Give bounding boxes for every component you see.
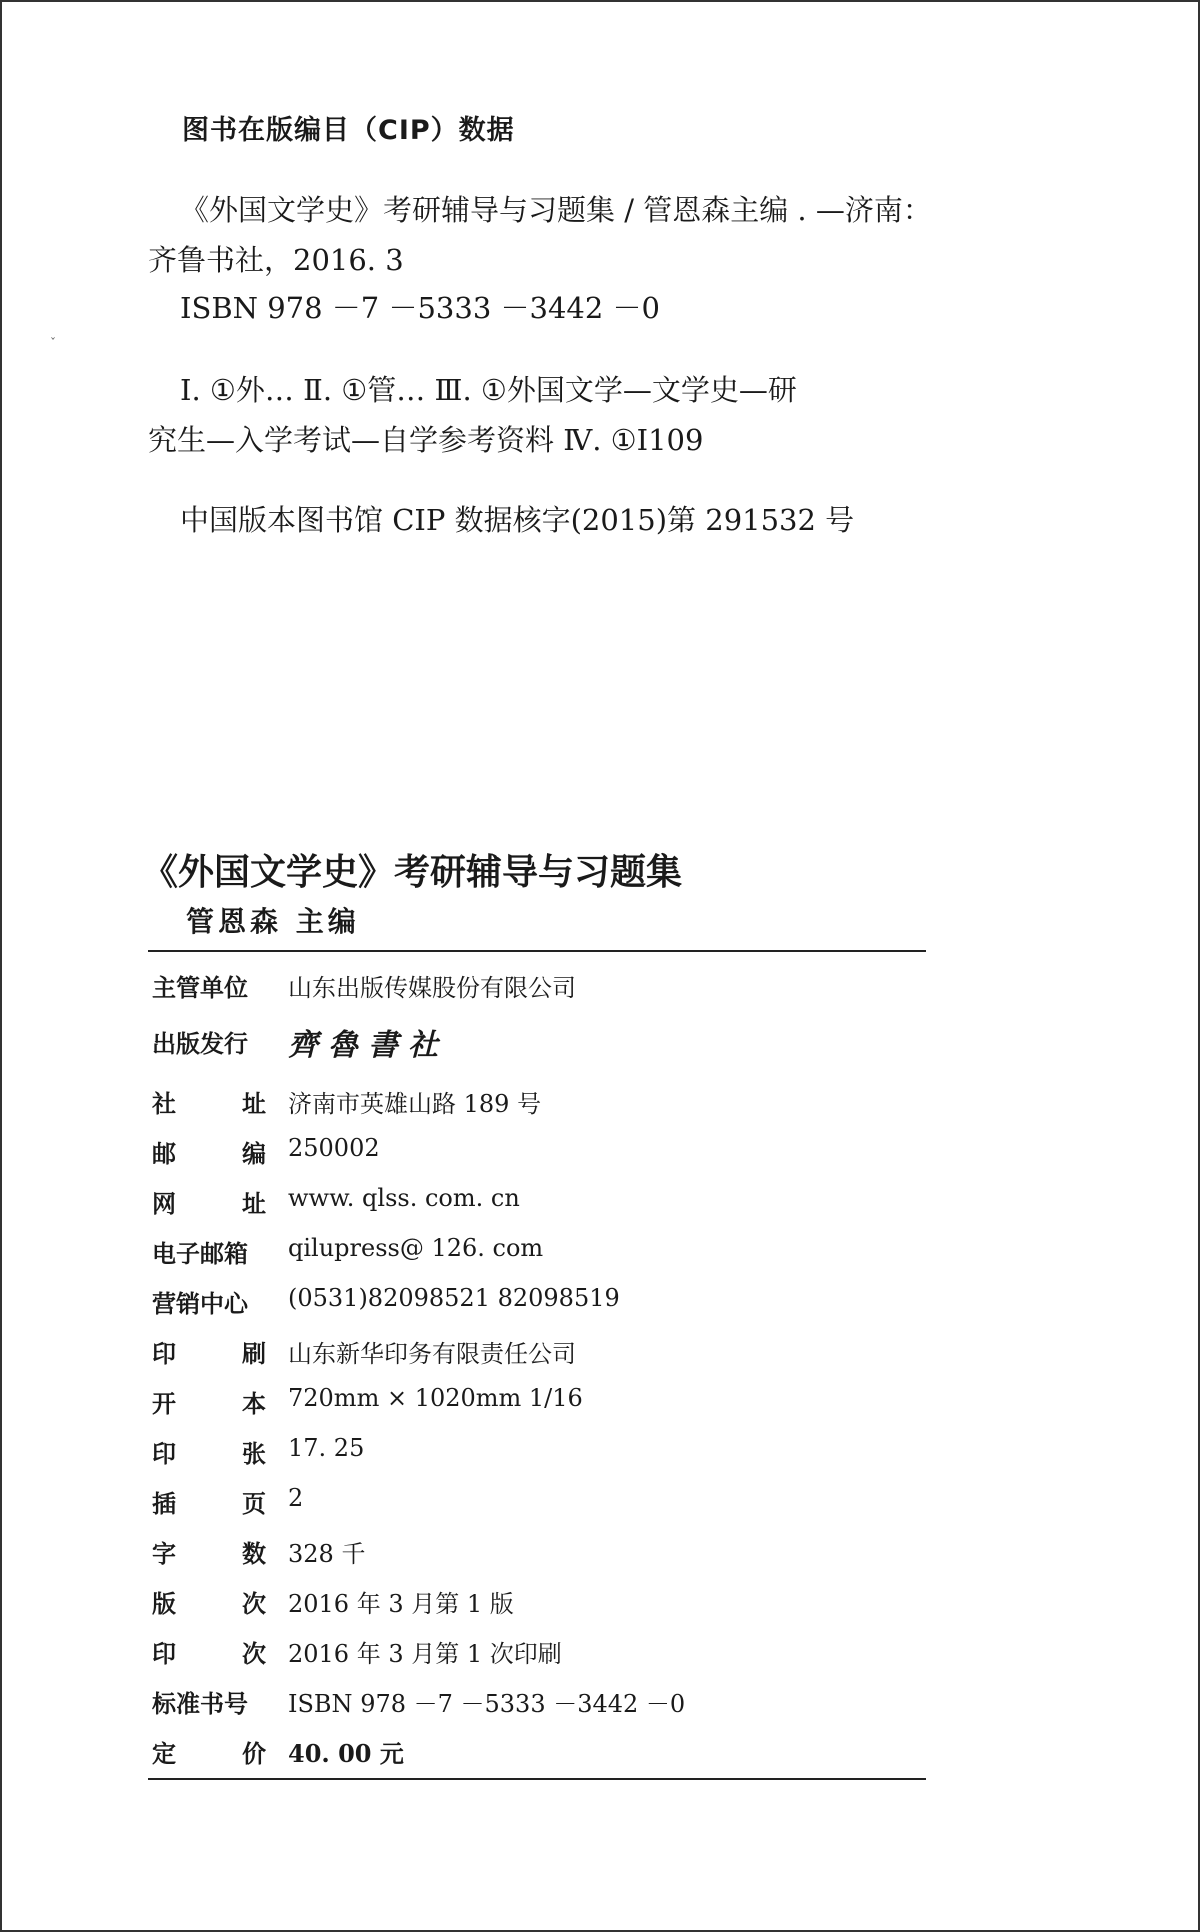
label-char: 开 (152, 1390, 176, 1418)
info-label (152, 1084, 266, 1119)
cip-heading: 图书在版编目（CIP）数据 (182, 115, 515, 146)
info-value: 17. 25 (288, 1434, 365, 1462)
info-label: 标准书号 (152, 1690, 248, 1718)
info-value: (0531)82098521 82098519 (288, 1284, 620, 1312)
label-char: 邮 (152, 1140, 176, 1168)
label-char: 印 (152, 1440, 176, 1468)
label-char: 印 (152, 1340, 176, 1368)
label-char: 页 (242, 1490, 266, 1518)
info-label (152, 1434, 266, 1469)
cip-line-isbn: ISBN 978 －7 －5333 －3442 －0 (180, 291, 660, 325)
bottom-rule (148, 1778, 926, 1780)
cip-line-subjects-cont: 究生—入学考试—自学参考资料 Ⅳ. ①I109 (148, 423, 704, 457)
info-label (152, 1334, 266, 1369)
label-char: 价 (242, 1740, 266, 1768)
label-char: 网 (152, 1190, 176, 1218)
label-char: 次 (242, 1640, 266, 1668)
info-value: 2016 年 3 月第 1 版 (288, 1590, 514, 1618)
label-char: 字 (152, 1540, 176, 1568)
info-label (152, 1534, 266, 1569)
info-value: 济南市英雄山路 189 号 (288, 1090, 542, 1118)
info-label (152, 1384, 266, 1419)
website-link[interactable]: www. qlss. com. cn (288, 1184, 520, 1212)
stray-mark: ˇ (50, 336, 56, 350)
info-value: 2016 年 3 月第 1 次印刷 (288, 1640, 562, 1668)
cip-line-subjects: Ⅰ. ①外… Ⅱ. ①管… Ⅲ. ①外国文学—文学史—研 (180, 373, 797, 407)
info-value: 山东出版传媒股份有限公司 (288, 974, 576, 1002)
book-title: 《外国文学史》考研辅导与习题集 (142, 852, 683, 893)
info-label: 营销中心 (152, 1290, 248, 1318)
info-value: 山东新华印务有限责任公司 (288, 1340, 576, 1368)
book-editor: 管恩森 主编 (186, 905, 360, 938)
cip-line-catalog-number: 中国版本图书馆 CIP 数据核字(2015)第 291532 号 (180, 503, 855, 537)
info-label (152, 1634, 266, 1669)
info-label: 主管单位 (152, 974, 248, 1002)
info-value: 2 (288, 1484, 304, 1512)
label-char: 刷 (242, 1340, 266, 1368)
label-char: 定 (152, 1740, 176, 1768)
label-char: 址 (242, 1190, 266, 1218)
info-label (152, 1184, 266, 1219)
label-char: 版 (152, 1590, 176, 1618)
label-char: 本 (242, 1390, 266, 1418)
label-char: 插 (152, 1490, 176, 1518)
label-char: 编 (242, 1140, 266, 1168)
email-link[interactable]: qilupress@ 126. com (288, 1234, 544, 1262)
info-label (152, 1484, 266, 1519)
info-label: 出版发行 (152, 1030, 248, 1058)
top-rule (148, 950, 926, 952)
label-char: 数 (242, 1540, 266, 1568)
label-char: 址 (242, 1090, 266, 1118)
info-value: 328 千 (288, 1540, 366, 1568)
label-char: 社 (152, 1090, 176, 1118)
label-char: 张 (242, 1440, 266, 1468)
publisher-calligraphy: 齊魯書社 (288, 1028, 448, 1063)
info-label (152, 1734, 266, 1769)
info-value: ISBN 978 －7 －5333 －3442 －0 (288, 1690, 686, 1718)
info-value: 720mm × 1020mm 1/16 (288, 1384, 583, 1412)
label-char: 次 (242, 1590, 266, 1618)
label-char: 印 (152, 1640, 176, 1668)
cip-line-title: 《外国文学史》考研辅导与习题集 / 管恩森主编 . —济南： (180, 193, 932, 227)
info-label (152, 1134, 266, 1169)
info-value: 250002 (288, 1134, 380, 1162)
info-label (152, 1584, 266, 1619)
cip-line-publisher: 齐鲁书社，2016. 3 (148, 243, 404, 277)
price-value: 40. 00 元 (288, 1739, 404, 1768)
info-label: 电子邮箱 (152, 1240, 248, 1268)
publisher-logo (288, 1024, 448, 1068)
